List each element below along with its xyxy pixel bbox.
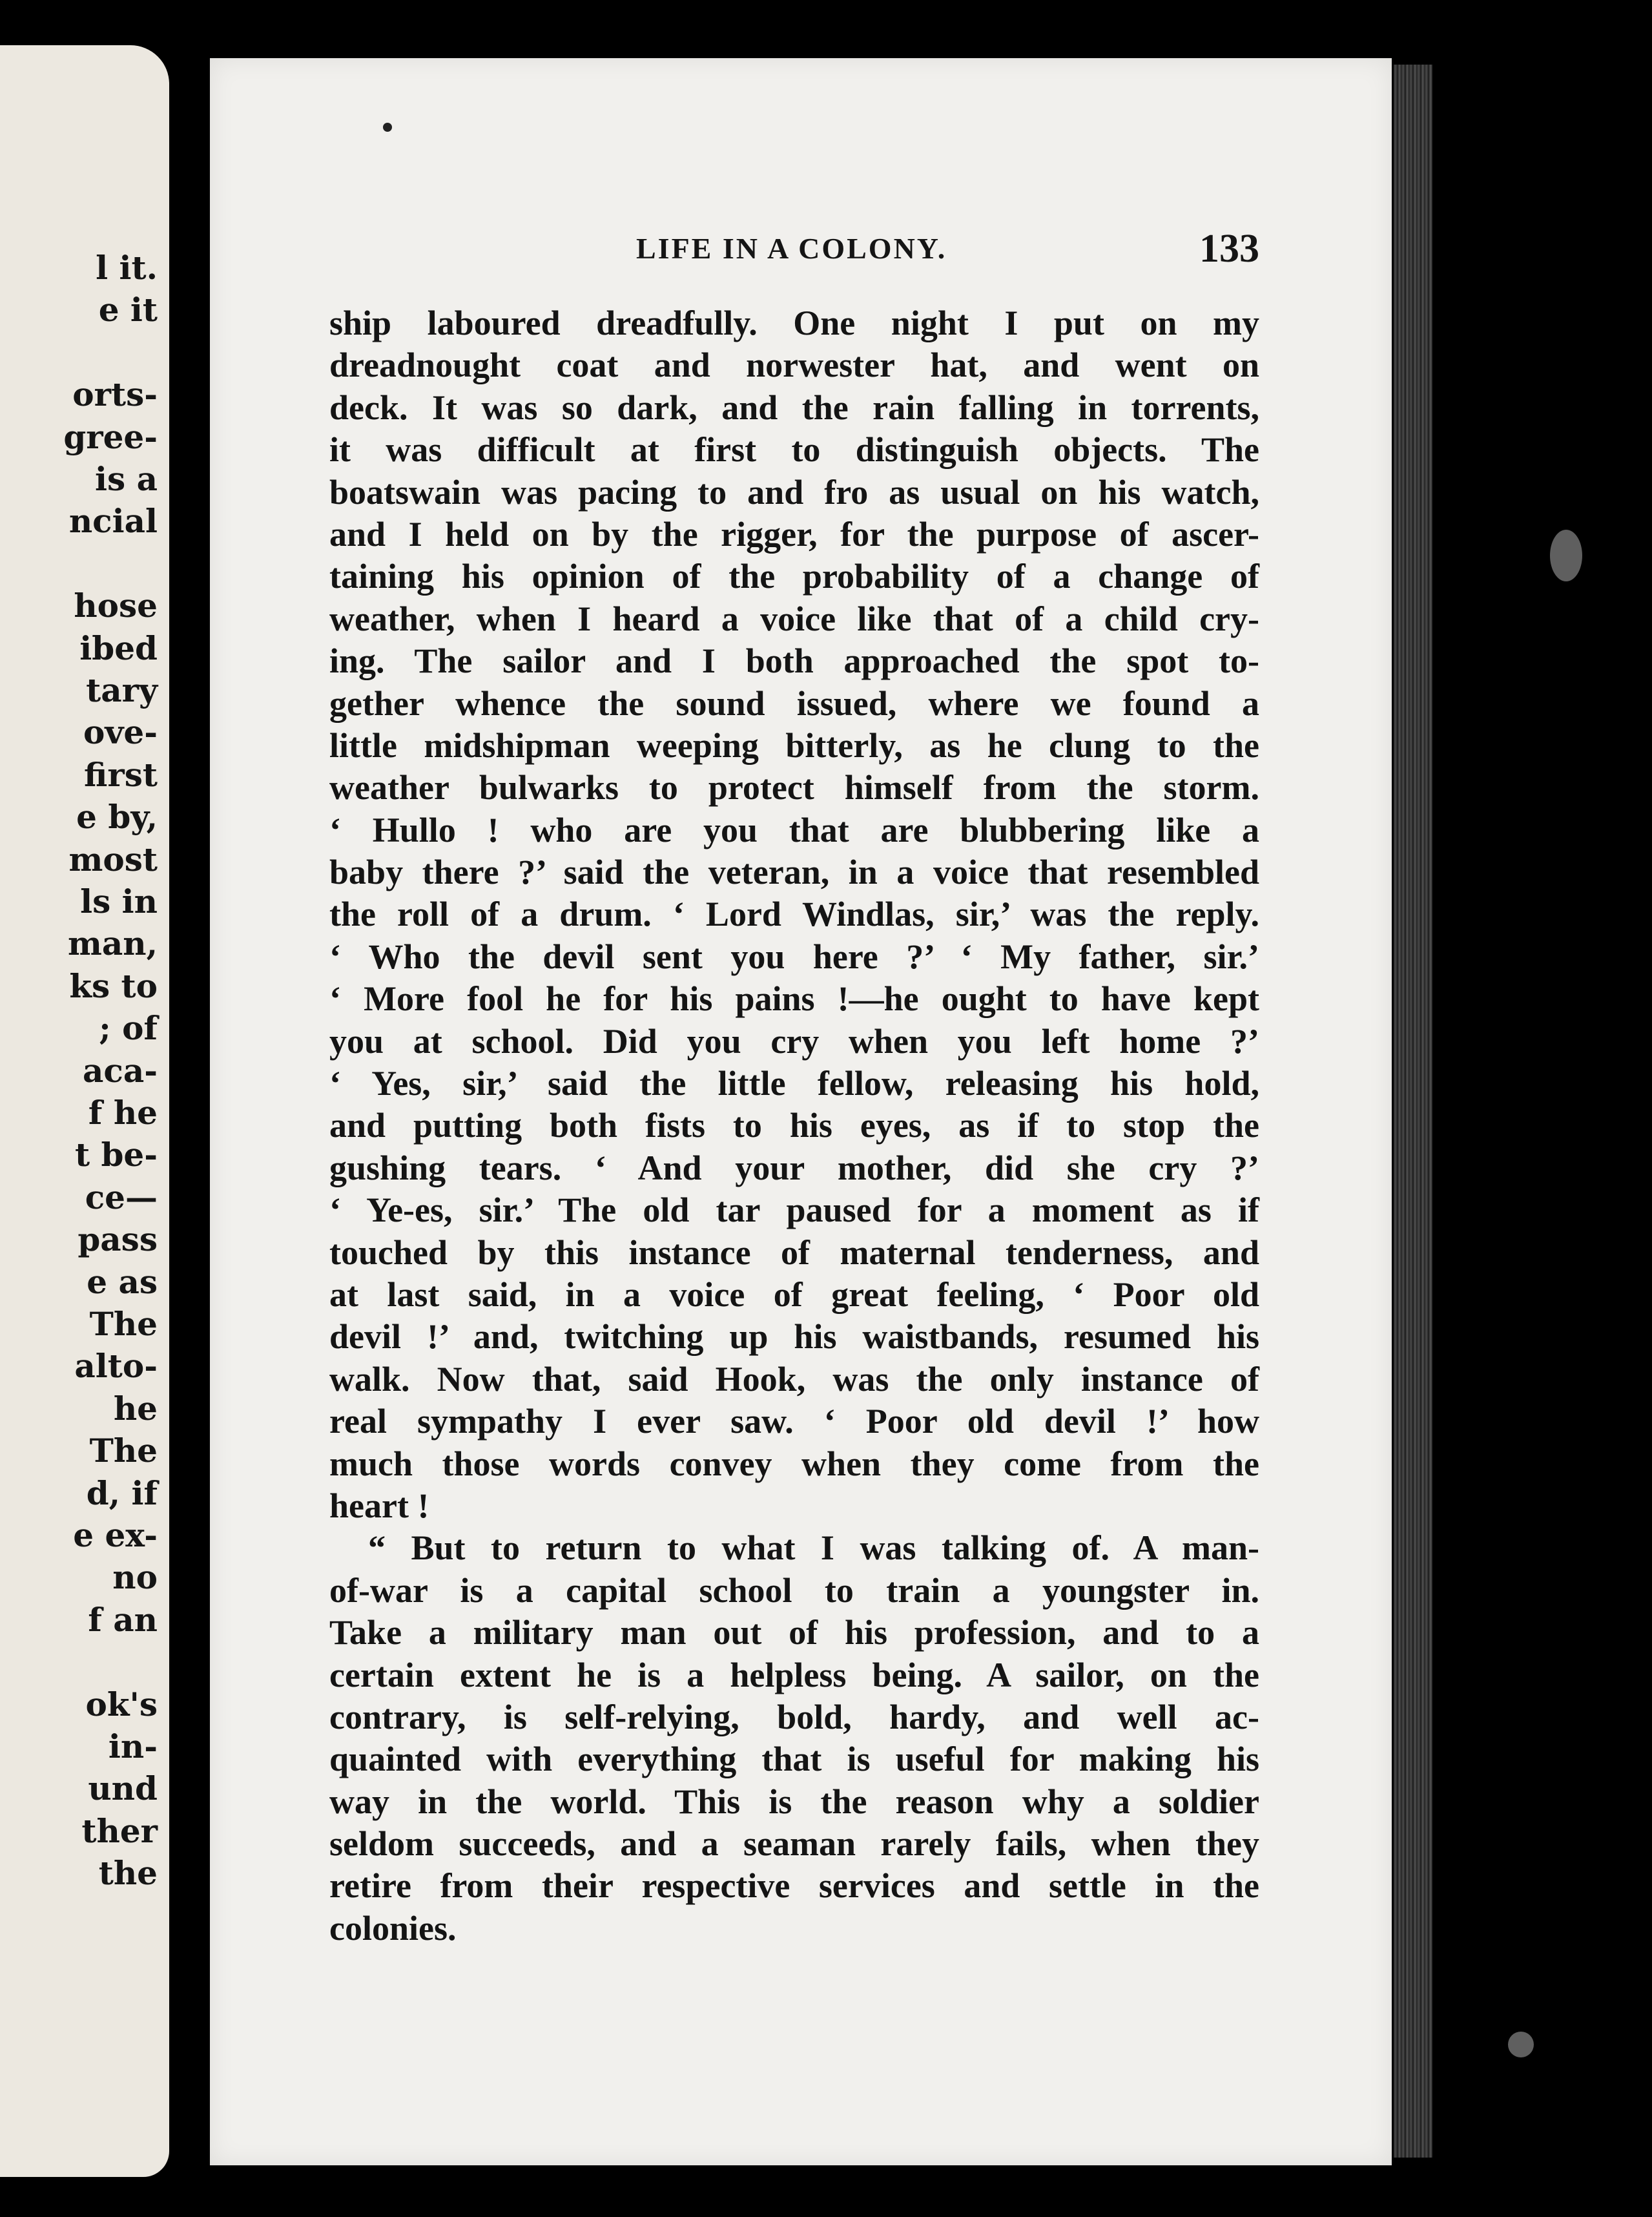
text-line: Take a military man out of his profession, and to a	[329, 1613, 1259, 1652]
text-line: ‘ Hullo ! who are you that are blubbering like a	[329, 810, 1259, 849]
page-number: 133	[1199, 227, 1259, 271]
left-page-line: man,	[67, 924, 158, 963]
left-page-line: d, if	[86, 1473, 158, 1512]
left-page-line: first	[84, 755, 158, 794]
text-line: it was difficult at first to distinguish objects. The	[329, 430, 1259, 470]
text-line: colonies.	[329, 1908, 457, 1948]
left-page-line: l it.	[96, 249, 158, 287]
text-line: retire from their respective services and settle in the	[329, 1866, 1259, 1906]
left-page-line: no	[112, 1558, 158, 1597]
left-page-line: The	[89, 1305, 158, 1343]
text-line: way in the world. This is the reason why a soldier	[329, 1782, 1259, 1821]
text-line: real sympathy I ever saw. ‘ Poor old devil !’ how	[329, 1402, 1259, 1441]
left-page-line: The	[89, 1431, 158, 1470]
left-page-line: ibed	[79, 629, 158, 667]
text-line: much those words convey when they come from the	[329, 1444, 1259, 1483]
body-text	[329, 302, 1259, 1950]
text-line: and I held on by the rigger, for the purpose of ascer-	[329, 514, 1259, 554]
text-line: taining his opinion of the probability of a change of	[329, 557, 1259, 596]
text-line: ship laboured dreadfully. One night I put on my	[329, 304, 1259, 342]
text-line: heart !	[329, 1486, 429, 1525]
dust-speck	[1550, 530, 1582, 581]
text-line: of-war is a capital school to train a youngster in.	[329, 1570, 1259, 1610]
left-page-line: gree-	[63, 417, 158, 456]
text-line: boatswain was pacing to and fro as usual on his watch,	[329, 472, 1259, 512]
left-page-line: f he	[88, 1094, 158, 1132]
text-line: gether whence the sound issued, where we found a	[329, 683, 1259, 723]
text-line: certain extent he is a helpless being. A sailor, on the	[329, 1655, 1259, 1694]
ink-blot	[383, 123, 392, 132]
left-page-line: the	[98, 1854, 158, 1893]
text-line: touched by this instance of maternal tenderness, and	[329, 1233, 1259, 1272]
left-page-line: aca-	[83, 1051, 158, 1090]
left-page-line: tary	[86, 671, 158, 709]
left-page-line: ok's	[85, 1685, 158, 1723]
left-page-line: in-	[108, 1727, 158, 1765]
left-page-line: ks to	[69, 966, 158, 1005]
text-line: quainted with everything that is useful for making his	[329, 1740, 1259, 1779]
left-page-line: e as	[87, 1262, 158, 1301]
left-page-line: t be-	[74, 1136, 158, 1174]
text-line: ‘ More fool he for his pains !—he ought to have kept	[329, 979, 1259, 1019]
left-page-line: ove-	[83, 713, 158, 752]
text-line: ‘ Who the devil sent you here ?’ ‘ My father, sir.’	[329, 937, 1259, 976]
left-page-line: hose	[74, 587, 158, 625]
left-page-line: orts-	[72, 375, 158, 414]
page-edge	[1394, 65, 1432, 2158]
text-line: dreadnought coat and norwester hat, and went on	[329, 346, 1259, 385]
left-page-line: ce—	[85, 1178, 158, 1216]
text-line: gushing tears. ‘ And your mother, did she cry ?’	[329, 1148, 1259, 1187]
left-page-line: f an	[88, 1600, 158, 1639]
text-line: ‘ Yes, sir,’ said the little fellow, releasing his hold,	[329, 1064, 1259, 1103]
text-line: and putting both fists to his eyes, as if to stop the	[329, 1106, 1259, 1145]
text-line: ing. The sailor and I both approached the spot to-	[329, 641, 1259, 681]
left-page-line: ncial	[68, 502, 158, 541]
text-line: walk. Now that, said Hook, was the only instance of	[329, 1359, 1259, 1399]
left-page-line: ; of	[99, 1009, 158, 1048]
left-page-line: ls in	[80, 882, 158, 921]
text-line: at last said, in a voice of great feeling, ‘ Poor old	[329, 1275, 1259, 1314]
left-page-line: ther	[81, 1811, 158, 1850]
text-line: “ But to return to what I was talking of. A man-	[368, 1528, 1259, 1568]
text-line: seldom succeeds, and a seaman rarely fails, when they	[329, 1824, 1259, 1864]
text-line: the roll of a drum. ‘ Lord Windlas, sir,’ was the reply.	[329, 895, 1259, 934]
paragraph-2	[329, 1527, 1259, 1950]
text-line: little midshipman weeping bitterly, as he clung to the	[329, 725, 1259, 765]
text-line: contrary, is self-relying, bold, hardy, and well ac-	[329, 1697, 1259, 1736]
left-page-line: pass	[77, 1220, 158, 1259]
book-page	[210, 58, 1392, 2165]
left-facing-page	[0, 45, 169, 2177]
page-header	[210, 227, 1259, 296]
left-page-line: e it	[98, 291, 158, 329]
left-page-line: e by,	[76, 798, 158, 837]
paragraph-1	[329, 302, 1259, 1527]
dust-speck	[1508, 2032, 1534, 2057]
text-line: baby there ?’ said the veteran, in a voice that resembled	[329, 853, 1259, 892]
left-page-line: he	[113, 1389, 158, 1428]
text-line: ‘ Ye-es, sir.’ The old tar paused for a moment as if	[329, 1191, 1259, 1230]
left-page-line: e ex-	[73, 1516, 158, 1554]
text-line: devil !’ and, twitching up his waistbands, resumed his	[329, 1317, 1259, 1357]
text-line: weather, when I heard a voice like that of a child cry-	[329, 599, 1259, 638]
running-head: LIFE IN A COLONY.	[636, 232, 947, 265]
left-page-line: most	[68, 840, 158, 879]
text-line: weather bulwarks to protect himself from the storm.	[329, 768, 1259, 807]
left-page-line: und	[88, 1769, 158, 1808]
text-line: you at school. Did you cry when you left home ?’	[329, 1021, 1259, 1061]
left-page-line: alto-	[74, 1347, 158, 1386]
left-page-line: is a	[95, 460, 158, 498]
text-line: deck. It was so dark, and the rain falling in torrents,	[329, 388, 1259, 427]
